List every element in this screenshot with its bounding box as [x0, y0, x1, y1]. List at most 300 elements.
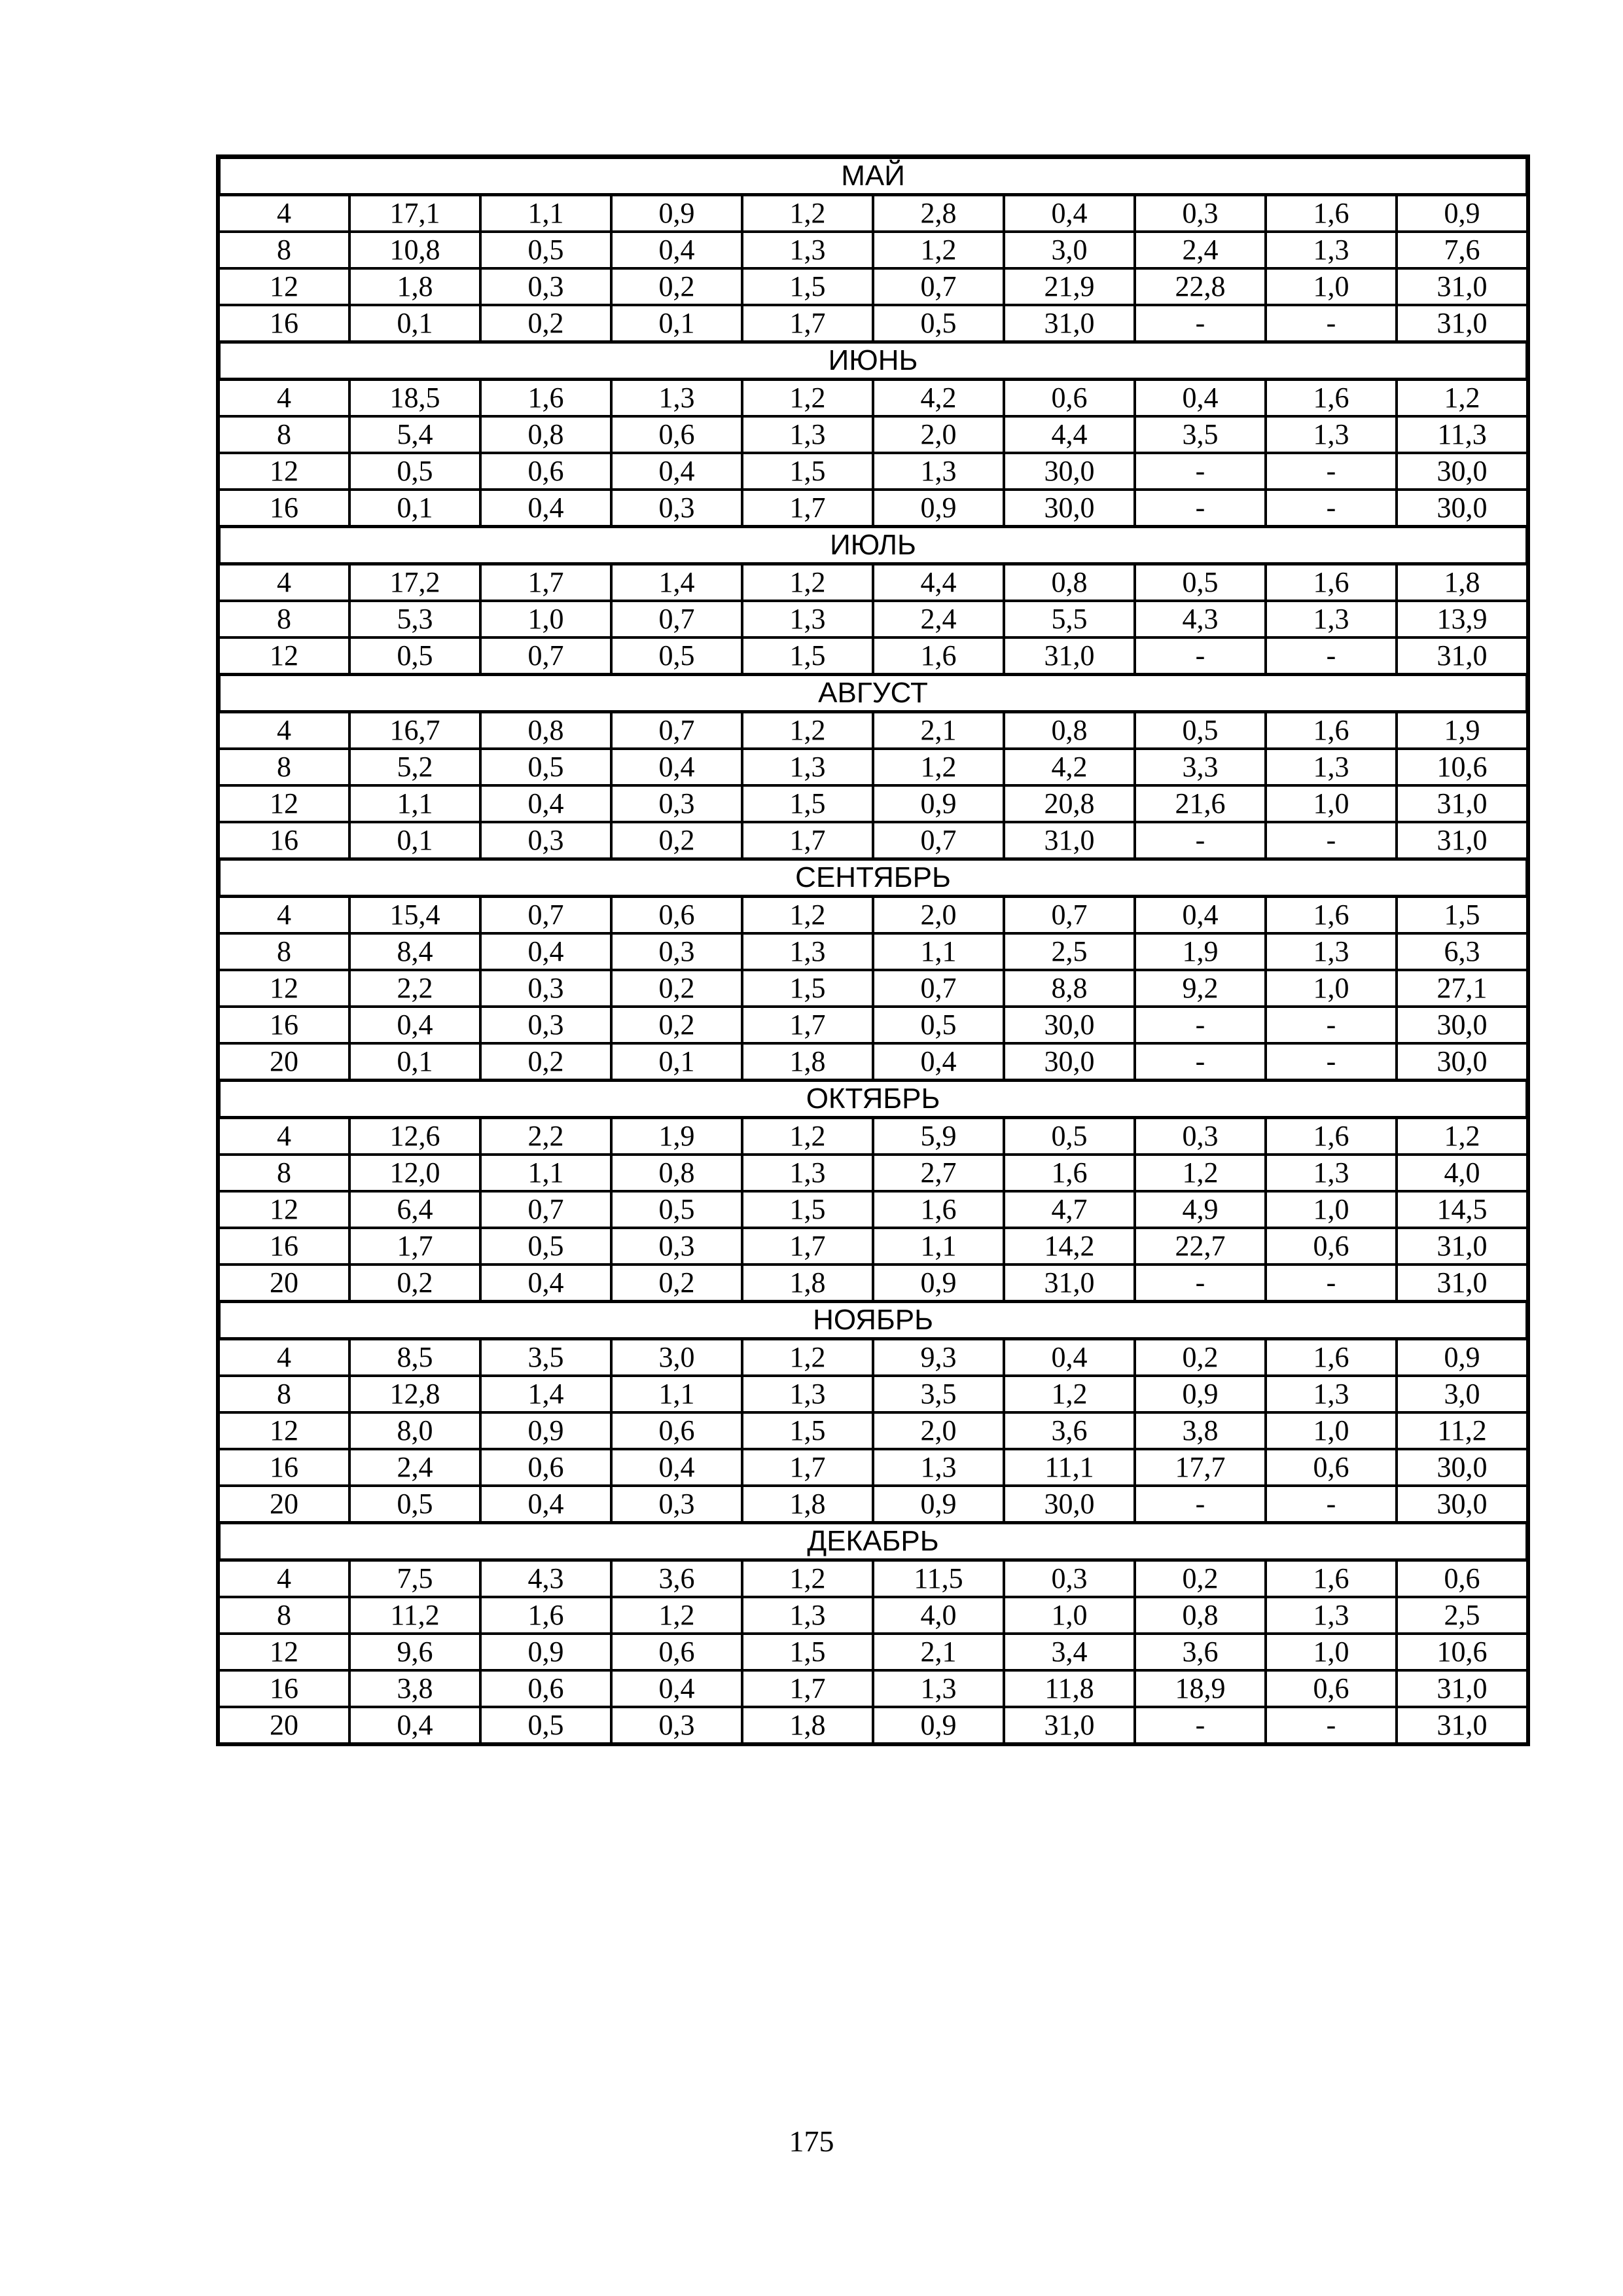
- table-cell: 0,5: [480, 749, 611, 785]
- table-row: [219, 637, 1527, 674]
- table-cell: 31,0: [1397, 1265, 1527, 1301]
- table-cell: 1,3: [1266, 601, 1397, 637]
- month-title: НОЯБРЬ: [219, 1301, 1527, 1339]
- table-cell: 0,7: [480, 637, 611, 674]
- table-cell: 17,7: [1135, 1449, 1266, 1486]
- table-cell: 0,6: [1004, 380, 1135, 416]
- month-title: ДЕКАБРЬ: [219, 1522, 1527, 1560]
- month-title: МАЙ: [219, 157, 1527, 195]
- table-cell: 12,8: [349, 1376, 480, 1412]
- table-cell: 0,6: [480, 1449, 611, 1486]
- table-row: [219, 822, 1527, 859]
- table-cell: 3,6: [1135, 1634, 1266, 1670]
- month-header-row: [219, 859, 1527, 897]
- table-cell: 0,1: [611, 305, 742, 342]
- table-cell: -: [1135, 1265, 1266, 1301]
- table-body: [219, 157, 1527, 1744]
- table-cell: 1,7: [742, 1007, 873, 1043]
- table-cell: 0,5: [1135, 564, 1266, 601]
- table-cell: 2,1: [873, 712, 1004, 749]
- table-cell: 1,3: [873, 453, 1004, 490]
- table-cell: 1,2: [742, 195, 873, 232]
- table-cell: 1,1: [349, 785, 480, 822]
- table-row: [219, 1228, 1527, 1265]
- month-title: СЕНТЯБРЬ: [219, 859, 1527, 897]
- table-cell: 3,4: [1004, 1634, 1135, 1670]
- table-cell: 0,3: [480, 970, 611, 1007]
- month-header-row: [219, 674, 1527, 712]
- table-cell: 7,5: [349, 1560, 480, 1597]
- table-cell: 3,0: [611, 1339, 742, 1376]
- table-cell: 0,9: [611, 195, 742, 232]
- table-cell: 1,3: [742, 601, 873, 637]
- row-key-cell: 8: [219, 749, 349, 785]
- table-cell: 1,8: [742, 1043, 873, 1080]
- table-cell: 14,2: [1004, 1228, 1135, 1265]
- row-key-cell: 8: [219, 933, 349, 970]
- table-cell: 0,9: [480, 1412, 611, 1449]
- table-cell: 1,5: [742, 453, 873, 490]
- table-cell: 0,1: [349, 305, 480, 342]
- row-key-cell: 16: [219, 822, 349, 859]
- table-cell: 12,6: [349, 1118, 480, 1155]
- table-cell: 2,7: [873, 1155, 1004, 1191]
- table-cell: 0,6: [1266, 1228, 1397, 1265]
- table-cell: -: [1135, 1707, 1266, 1744]
- table-cell: 2,8: [873, 195, 1004, 232]
- row-key-cell: 12: [219, 785, 349, 822]
- table-cell: 11,3: [1397, 416, 1527, 453]
- table-cell: 1,5: [1397, 897, 1527, 933]
- table-cell: 0,9: [873, 1707, 1004, 1744]
- row-key-cell: 12: [219, 1412, 349, 1449]
- row-key-cell: 12: [219, 1634, 349, 1670]
- table-cell: 0,7: [611, 601, 742, 637]
- table-cell: 21,9: [1004, 268, 1135, 305]
- table-row: [219, 1118, 1527, 1155]
- table-cell: 3,8: [1135, 1412, 1266, 1449]
- table-cell: 17,1: [349, 195, 480, 232]
- table-cell: 5,4: [349, 416, 480, 453]
- table-row: [219, 416, 1527, 453]
- month-header-row: [219, 1080, 1527, 1118]
- table-cell: 0,5: [480, 232, 611, 268]
- table-cell: 0,4: [480, 785, 611, 822]
- table-cell: 1,4: [480, 1376, 611, 1412]
- table-cell: 1,2: [742, 1560, 873, 1597]
- table-cell: 31,0: [1397, 1228, 1527, 1265]
- table-cell: 0,1: [349, 822, 480, 859]
- table-cell: 27,1: [1397, 970, 1527, 1007]
- table-cell: 1,7: [742, 1228, 873, 1265]
- table-cell: 0,4: [480, 490, 611, 526]
- table-row: [219, 1449, 1527, 1486]
- table-cell: 0,4: [1135, 897, 1266, 933]
- table-cell: 0,9: [1397, 1339, 1527, 1376]
- table-cell: 14,5: [1397, 1191, 1527, 1228]
- table-cell: 3,0: [1004, 232, 1135, 268]
- table-cell: 30,0: [1397, 1449, 1527, 1486]
- table-cell: 0,5: [349, 1486, 480, 1522]
- table-cell: 2,1: [873, 1634, 1004, 1670]
- table-cell: 11,8: [1004, 1670, 1135, 1707]
- row-key-cell: 20: [219, 1707, 349, 1744]
- table-cell: 1,3: [742, 1597, 873, 1634]
- table-cell: 13,9: [1397, 601, 1527, 637]
- table-cell: 0,9: [1135, 1376, 1266, 1412]
- table-cell: -: [1266, 1707, 1397, 1744]
- row-key-cell: 4: [219, 564, 349, 601]
- table-cell: -: [1135, 1486, 1266, 1522]
- table-cell: 1,4: [611, 564, 742, 601]
- table-cell: 0,8: [480, 416, 611, 453]
- table-cell: 7,6: [1397, 232, 1527, 268]
- table-cell: 0,3: [611, 785, 742, 822]
- table-row: [219, 564, 1527, 601]
- table-cell: 0,7: [873, 268, 1004, 305]
- table-cell: 2,4: [1135, 232, 1266, 268]
- table-cell: 1,2: [873, 749, 1004, 785]
- table-cell: 1,3: [1266, 933, 1397, 970]
- table-cell: 1,7: [742, 1449, 873, 1486]
- table-cell: 31,0: [1397, 268, 1527, 305]
- table-cell: 16,7: [349, 712, 480, 749]
- row-key-cell: 20: [219, 1265, 349, 1301]
- table-cell: 0,6: [611, 897, 742, 933]
- table-cell: 10,6: [1397, 1634, 1527, 1670]
- table-cell: 1,7: [742, 1670, 873, 1707]
- table-cell: 1,6: [1266, 897, 1397, 933]
- table-cell: 0,4: [1004, 195, 1135, 232]
- row-key-cell: 8: [219, 1155, 349, 1191]
- table-cell: 0,1: [349, 1043, 480, 1080]
- table-cell: 31,0: [1397, 785, 1527, 822]
- monthly-data-table: [216, 154, 1530, 1746]
- table-cell: 1,7: [480, 564, 611, 601]
- table-cell: 1,3: [1266, 416, 1397, 453]
- table-row: [219, 1043, 1527, 1080]
- table-cell: 0,5: [873, 1007, 1004, 1043]
- row-key-cell: 20: [219, 1486, 349, 1522]
- table-cell: 1,6: [873, 1191, 1004, 1228]
- table-cell: 2,4: [873, 601, 1004, 637]
- table-cell: 30,0: [1004, 490, 1135, 526]
- table-cell: 1,5: [742, 637, 873, 674]
- table-cell: -: [1266, 453, 1397, 490]
- table-row: [219, 1486, 1527, 1522]
- table-row: [219, 453, 1527, 490]
- table-cell: 1,2: [742, 1339, 873, 1376]
- table-cell: -: [1266, 490, 1397, 526]
- table-cell: 0,3: [480, 822, 611, 859]
- table-cell: 1,5: [742, 1634, 873, 1670]
- table-row: [219, 897, 1527, 933]
- table-cell: 4,4: [873, 564, 1004, 601]
- table-cell: 21,6: [1135, 785, 1266, 822]
- table-cell: 31,0: [1397, 1670, 1527, 1707]
- table-cell: 1,3: [873, 1449, 1004, 1486]
- table-cell: 1,3: [742, 749, 873, 785]
- table-cell: 1,2: [742, 380, 873, 416]
- table-cell: 0,8: [1135, 1597, 1266, 1634]
- table-row: [219, 1634, 1527, 1670]
- table-cell: -: [1135, 490, 1266, 526]
- table-cell: 12,0: [349, 1155, 480, 1191]
- table-cell: -: [1135, 822, 1266, 859]
- table-cell: 1,2: [742, 897, 873, 933]
- table-cell: 0,8: [480, 712, 611, 749]
- table-cell: 5,5: [1004, 601, 1135, 637]
- table-row: [219, 1412, 1527, 1449]
- table-cell: 2,0: [873, 1412, 1004, 1449]
- table-cell: -: [1266, 1007, 1397, 1043]
- table-cell: 0,2: [1135, 1339, 1266, 1376]
- table-cell: 1,2: [1135, 1155, 1266, 1191]
- table-cell: 0,2: [349, 1265, 480, 1301]
- table-cell: 1,5: [742, 1191, 873, 1228]
- table-cell: 0,4: [873, 1043, 1004, 1080]
- table-cell: 0,5: [480, 1228, 611, 1265]
- table-cell: 1,0: [1266, 268, 1397, 305]
- table-cell: 0,3: [611, 1228, 742, 1265]
- table-cell: 0,2: [480, 305, 611, 342]
- table-cell: 2,5: [1004, 933, 1135, 970]
- table-cell: 1,0: [1266, 785, 1397, 822]
- table-cell: 0,7: [480, 897, 611, 933]
- table-cell: 1,3: [1266, 749, 1397, 785]
- table-cell: 1,6: [1266, 564, 1397, 601]
- table-cell: 8,4: [349, 933, 480, 970]
- table-cell: 0,3: [611, 1707, 742, 1744]
- table-cell: 31,0: [1004, 1707, 1135, 1744]
- table-cell: 1,5: [742, 970, 873, 1007]
- table-row: [219, 933, 1527, 970]
- table-row: [219, 1560, 1527, 1597]
- table-cell: 0,7: [480, 1191, 611, 1228]
- table-cell: 2,0: [873, 897, 1004, 933]
- table-cell: 31,0: [1397, 637, 1527, 674]
- table-cell: 0,3: [611, 490, 742, 526]
- table-cell: 1,7: [742, 822, 873, 859]
- table-cell: 1,0: [480, 601, 611, 637]
- row-key-cell: 4: [219, 1339, 349, 1376]
- table-cell: 4,0: [873, 1597, 1004, 1634]
- table-cell: 1,5: [742, 1412, 873, 1449]
- page-number: 175: [789, 2125, 834, 2158]
- table-cell: -: [1266, 1043, 1397, 1080]
- table-cell: 0,5: [611, 637, 742, 674]
- table-cell: 0,2: [611, 970, 742, 1007]
- table-cell: 1,0: [1004, 1597, 1135, 1634]
- table-cell: 5,3: [349, 601, 480, 637]
- row-key-cell: 4: [219, 897, 349, 933]
- table-cell: 0,8: [611, 1155, 742, 1191]
- row-key-cell: 4: [219, 712, 349, 749]
- row-key-cell: 12: [219, 970, 349, 1007]
- table-cell: 22,7: [1135, 1228, 1266, 1265]
- table-cell: 0,5: [1004, 1118, 1135, 1155]
- table-cell: 4,3: [480, 1560, 611, 1597]
- table-cell: 1,5: [742, 785, 873, 822]
- table-cell: 0,7: [873, 970, 1004, 1007]
- table-cell: 1,2: [742, 1118, 873, 1155]
- table-cell: -: [1266, 1486, 1397, 1522]
- table-row: [219, 1670, 1527, 1707]
- table-cell: 6,3: [1397, 933, 1527, 970]
- table-cell: 0,9: [873, 1486, 1004, 1522]
- table-cell: 0,4: [480, 1486, 611, 1522]
- row-key-cell: 16: [219, 1449, 349, 1486]
- table-cell: 1,2: [1397, 380, 1527, 416]
- table-cell: 0,7: [1004, 897, 1135, 933]
- month-title: ИЮЛЬ: [219, 526, 1527, 564]
- table-row: [219, 749, 1527, 785]
- row-key-cell: 8: [219, 232, 349, 268]
- table-cell: 1,6: [1266, 380, 1397, 416]
- table-row: [219, 1376, 1527, 1412]
- table-cell: -: [1266, 1265, 1397, 1301]
- table-cell: 15,4: [349, 897, 480, 933]
- table-cell: 0,3: [480, 268, 611, 305]
- table-cell: 31,0: [1004, 1265, 1135, 1301]
- table-cell: 0,3: [1004, 1560, 1135, 1597]
- table-cell: 1,2: [873, 232, 1004, 268]
- table-cell: 4,2: [873, 380, 1004, 416]
- table-cell: 1,6: [480, 380, 611, 416]
- table-cell: 1,2: [742, 564, 873, 601]
- table-cell: 1,2: [1004, 1376, 1135, 1412]
- table-row: [219, 1155, 1527, 1191]
- table-row: [219, 195, 1527, 232]
- row-key-cell: 8: [219, 1597, 349, 1634]
- row-key-cell: 16: [219, 490, 349, 526]
- table-cell: 0,4: [611, 749, 742, 785]
- table-cell: 1,0: [1266, 1191, 1397, 1228]
- table-cell: 0,3: [611, 1486, 742, 1522]
- table-cell: 0,4: [349, 1707, 480, 1744]
- table-cell: 1,3: [1266, 1376, 1397, 1412]
- table-row: [219, 1339, 1527, 1376]
- table-cell: 2,2: [349, 970, 480, 1007]
- table-row: [219, 1597, 1527, 1634]
- row-key-cell: 8: [219, 416, 349, 453]
- table-cell: 1,3: [742, 232, 873, 268]
- table-cell: 1,5: [742, 268, 873, 305]
- table-cell: 9,3: [873, 1339, 1004, 1376]
- table-cell: -: [1266, 637, 1397, 674]
- table-cell: 1,3: [873, 1670, 1004, 1707]
- row-key-cell: 16: [219, 1007, 349, 1043]
- table-cell: -: [1135, 305, 1266, 342]
- table-cell: 0,6: [480, 1670, 611, 1707]
- row-key-cell: 16: [219, 1670, 349, 1707]
- table-cell: 0,4: [1135, 380, 1266, 416]
- table-cell: 1,9: [1135, 933, 1266, 970]
- row-key-cell: 12: [219, 1191, 349, 1228]
- table-row: [219, 1265, 1527, 1301]
- table-cell: 1,1: [480, 1155, 611, 1191]
- table-cell: 3,5: [480, 1339, 611, 1376]
- table-cell: 1,3: [1266, 232, 1397, 268]
- table-cell: 0,7: [611, 712, 742, 749]
- month-header-row: [219, 157, 1527, 195]
- table-cell: 0,5: [349, 637, 480, 674]
- row-key-cell: 8: [219, 601, 349, 637]
- row-key-cell: 4: [219, 380, 349, 416]
- table-cell: 1,0: [1266, 1634, 1397, 1670]
- table-cell: 1,8: [349, 268, 480, 305]
- month-header-row: [219, 526, 1527, 564]
- table-cell: 4,0: [1397, 1155, 1527, 1191]
- table-cell: 0,5: [1135, 712, 1266, 749]
- table-cell: 1,3: [1266, 1155, 1397, 1191]
- month-header-row: [219, 1301, 1527, 1339]
- table-cell: -: [1135, 1043, 1266, 1080]
- table-cell: 0,1: [611, 1043, 742, 1080]
- table-cell: 0,7: [873, 822, 1004, 859]
- table-cell: 1,6: [1266, 712, 1397, 749]
- table-cell: 10,6: [1397, 749, 1527, 785]
- table-cell: 0,2: [611, 822, 742, 859]
- table-cell: 2,2: [480, 1118, 611, 1155]
- table-cell: 6,4: [349, 1191, 480, 1228]
- table-row: [219, 970, 1527, 1007]
- table-row: [219, 268, 1527, 305]
- table-cell: 30,0: [1004, 1486, 1135, 1522]
- table-cell: 30,0: [1004, 1007, 1135, 1043]
- table-cell: 1,6: [1266, 1118, 1397, 1155]
- table-cell: 0,6: [1266, 1670, 1397, 1707]
- table-cell: -: [1135, 637, 1266, 674]
- table-cell: 5,2: [349, 749, 480, 785]
- table-cell: 0,9: [873, 490, 1004, 526]
- table-cell: 2,4: [349, 1449, 480, 1486]
- table-cell: 0,4: [480, 1265, 611, 1301]
- row-key-cell: 12: [219, 453, 349, 490]
- table-cell: 4,4: [1004, 416, 1135, 453]
- table-cell: 0,1: [349, 490, 480, 526]
- table-cell: 18,5: [349, 380, 480, 416]
- table-cell: 3,0: [1397, 1376, 1527, 1412]
- table-cell: 18,9: [1135, 1670, 1266, 1707]
- table-cell: 1,6: [480, 1597, 611, 1634]
- table-cell: 0,6: [1397, 1560, 1527, 1597]
- table-cell: 0,6: [611, 1412, 742, 1449]
- table-cell: 31,0: [1397, 1707, 1527, 1744]
- table-cell: 31,0: [1004, 637, 1135, 674]
- table-cell: 0,5: [480, 1707, 611, 1744]
- table-cell: 1,3: [742, 1155, 873, 1191]
- table-cell: 31,0: [1004, 305, 1135, 342]
- table-cell: 0,6: [611, 1634, 742, 1670]
- table-row: [219, 1707, 1527, 1744]
- table-cell: 1,0: [1266, 1412, 1397, 1449]
- table-cell: 0,8: [1004, 564, 1135, 601]
- table-cell: 0,5: [873, 305, 1004, 342]
- table-cell: 8,0: [349, 1412, 480, 1449]
- table-cell: 1,0: [1266, 970, 1397, 1007]
- table-cell: 0,6: [1266, 1449, 1397, 1486]
- table-cell: 0,2: [611, 1265, 742, 1301]
- table-cell: 0,5: [611, 1191, 742, 1228]
- table-cell: 1,7: [742, 305, 873, 342]
- table-cell: 1,3: [1266, 1597, 1397, 1634]
- table-row: [219, 601, 1527, 637]
- table-cell: 30,0: [1004, 453, 1135, 490]
- table-row: [219, 1191, 1527, 1228]
- table-cell: 1,9: [611, 1118, 742, 1155]
- table-cell: 0,9: [873, 1265, 1004, 1301]
